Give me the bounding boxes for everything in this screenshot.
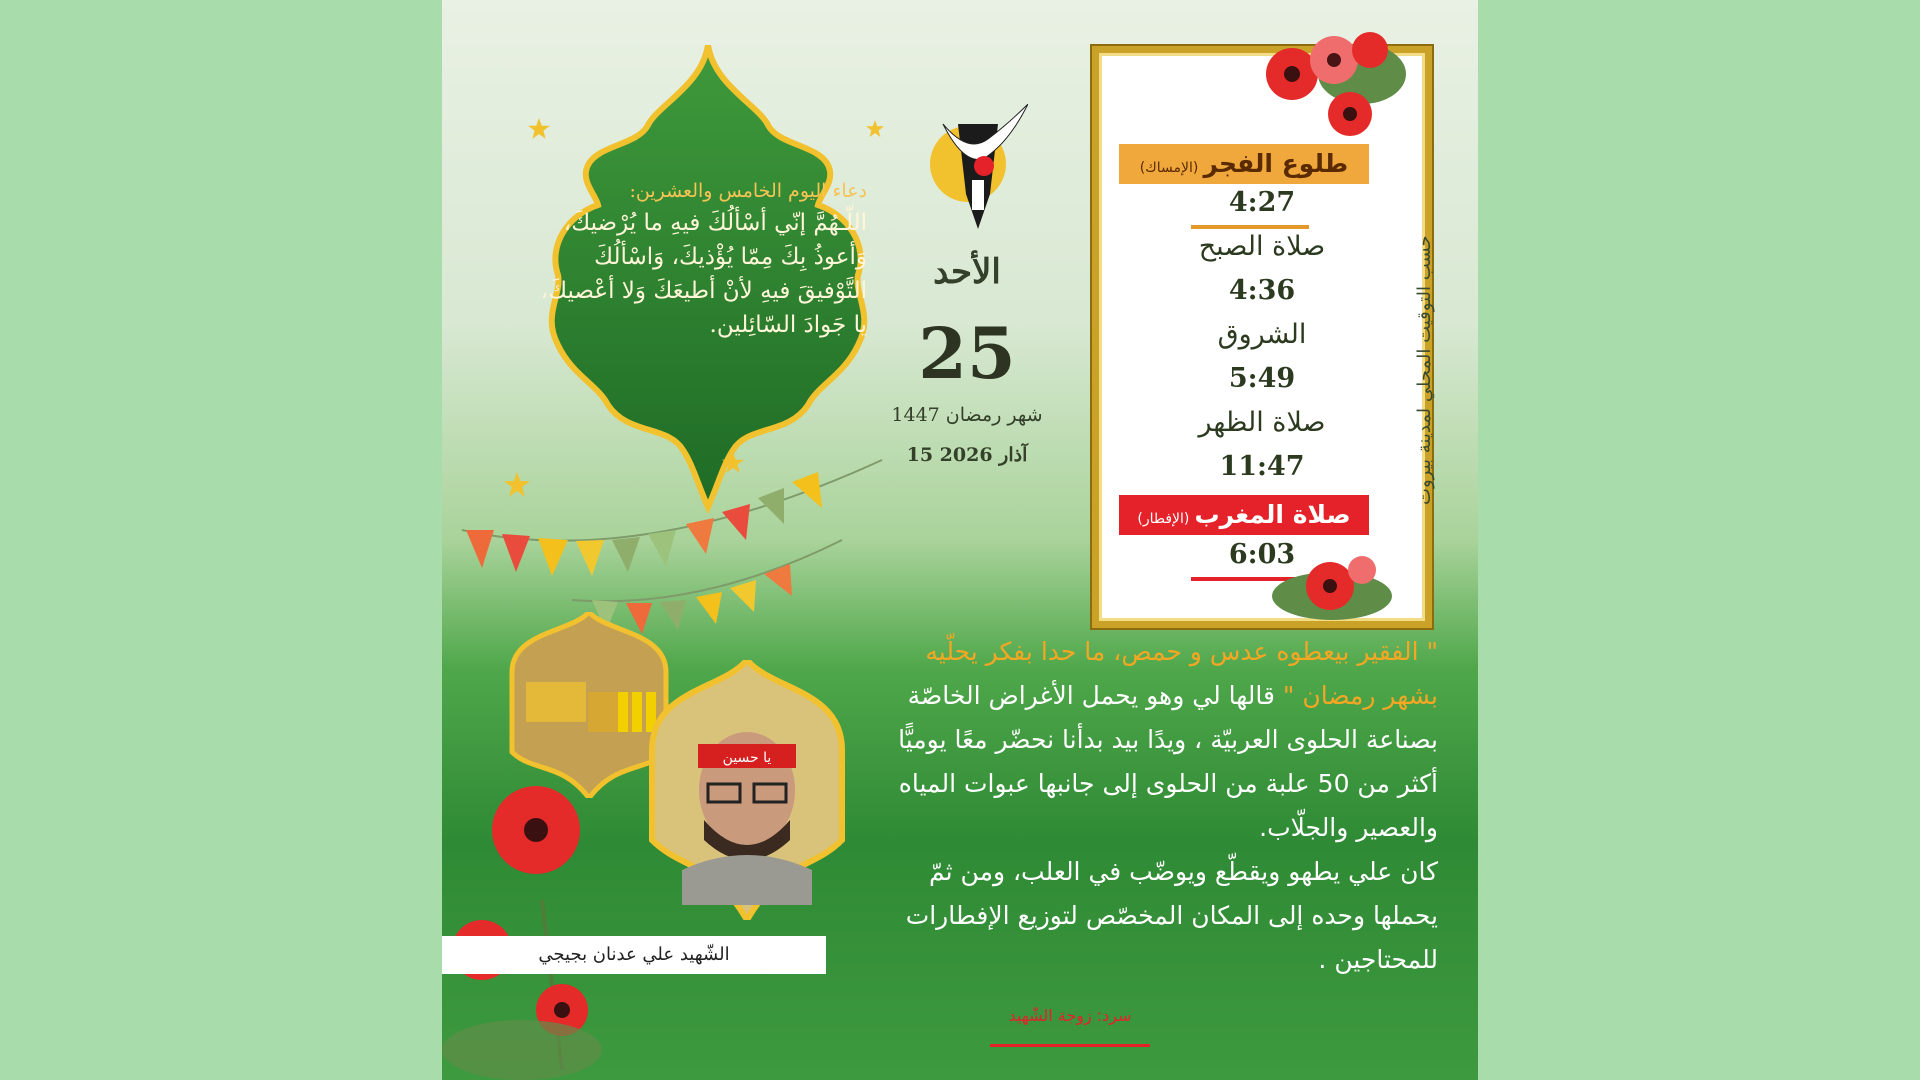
maghrib-row bbox=[1119, 495, 1369, 535]
maghrib-label: صلاة المغرب bbox=[1194, 500, 1351, 529]
zuhr-time: 11:47 bbox=[1219, 451, 1305, 482]
story-paragraph-2: كان علي يطهو ويقطّع ويوضّب في العلب، ومن ثمّ يحملها وحده إلى المكان المخصّص لتوزيع الإفطارات للمحتاجين . bbox=[905, 857, 1438, 974]
dua-text-block bbox=[522, 180, 867, 342]
maghrib-time: 6:03 bbox=[1228, 539, 1296, 570]
day-number: 25 bbox=[918, 312, 1016, 395]
martyr-portrait bbox=[642, 660, 852, 920]
poppy-flower-icon bbox=[1262, 540, 1402, 630]
maghrib-sub: (الإفطار) bbox=[1137, 511, 1190, 527]
emblem-icon bbox=[928, 104, 1028, 232]
story-paragraph-1: قالها لي وهو يحمل الأغراض الخاصّة بصناعة الحلوى العربيّة ، ويدًا بيد بدأنا نحضّر معًا يوميًّا أكثر من 50 علبة من الحلوى إلى جانبها عبوات المياه والعصير والجلّاب. bbox=[898, 681, 1438, 842]
gregorian-date: 15 آذار 2026 bbox=[906, 444, 1028, 466]
poppy-flower-icon bbox=[442, 770, 662, 1080]
story-quote: " الفقير بيعطوه عدس و حمص، ما حدا بفكر يحلّيه بشهر رمضان " bbox=[925, 637, 1438, 710]
shuruq-label: الشروق bbox=[1217, 319, 1307, 350]
location-note-text: حسب التوقيت المحلي لمدينة بيروت bbox=[1414, 235, 1435, 505]
dua-body: اللّـهُمَّ إنّي أسْألُكَ فيهِ ما يُرْضيكَ، وَأعوذُ بِكَ مِمّا يُؤْذيكَ، وَاسْألُكَ التَّوْفيقَ فيهِ لأنْ أطيعَكَ وَلا أعْصيكَ، يا جَوادَ السّائِلين. bbox=[540, 210, 867, 338]
hijri-month: شهر رمضان 1447 bbox=[891, 404, 1043, 426]
fajr-label: طلوع الفجر bbox=[1203, 149, 1349, 178]
star-icon bbox=[528, 118, 550, 140]
shuruq-time: 5:49 bbox=[1228, 363, 1296, 394]
subh-time: 4:36 bbox=[1228, 275, 1296, 306]
narrator-underline bbox=[990, 1044, 1150, 1047]
fajr-sub: (الإمساك) bbox=[1139, 160, 1199, 176]
martyr-name: الشّهيد علي عدنان بجيجي bbox=[442, 936, 826, 974]
subh-label: صلاة الصبح bbox=[1198, 231, 1326, 262]
star-icon bbox=[866, 120, 884, 138]
story-text bbox=[878, 630, 1438, 982]
ramadan-day-poster bbox=[442, 0, 1478, 1080]
svg-text:يا حسين: يا حسين bbox=[722, 750, 772, 766]
weekday: الأحد bbox=[933, 252, 1001, 292]
dua-title: دعاء اليوم الخامس والعشرين: bbox=[629, 180, 867, 202]
star-icon bbox=[722, 452, 744, 474]
zuhr-label: صلاة الظهر bbox=[1198, 407, 1326, 438]
fajr-underline bbox=[1191, 225, 1309, 229]
star-icon bbox=[504, 472, 530, 498]
fajr-time: 4:27 bbox=[1228, 187, 1296, 218]
poppy-flower-icon bbox=[1242, 14, 1412, 154]
prayer-location-note bbox=[1402, 215, 1442, 505]
narrator-credit: سرد: زوجة الشّهيد bbox=[1008, 1006, 1132, 1025]
